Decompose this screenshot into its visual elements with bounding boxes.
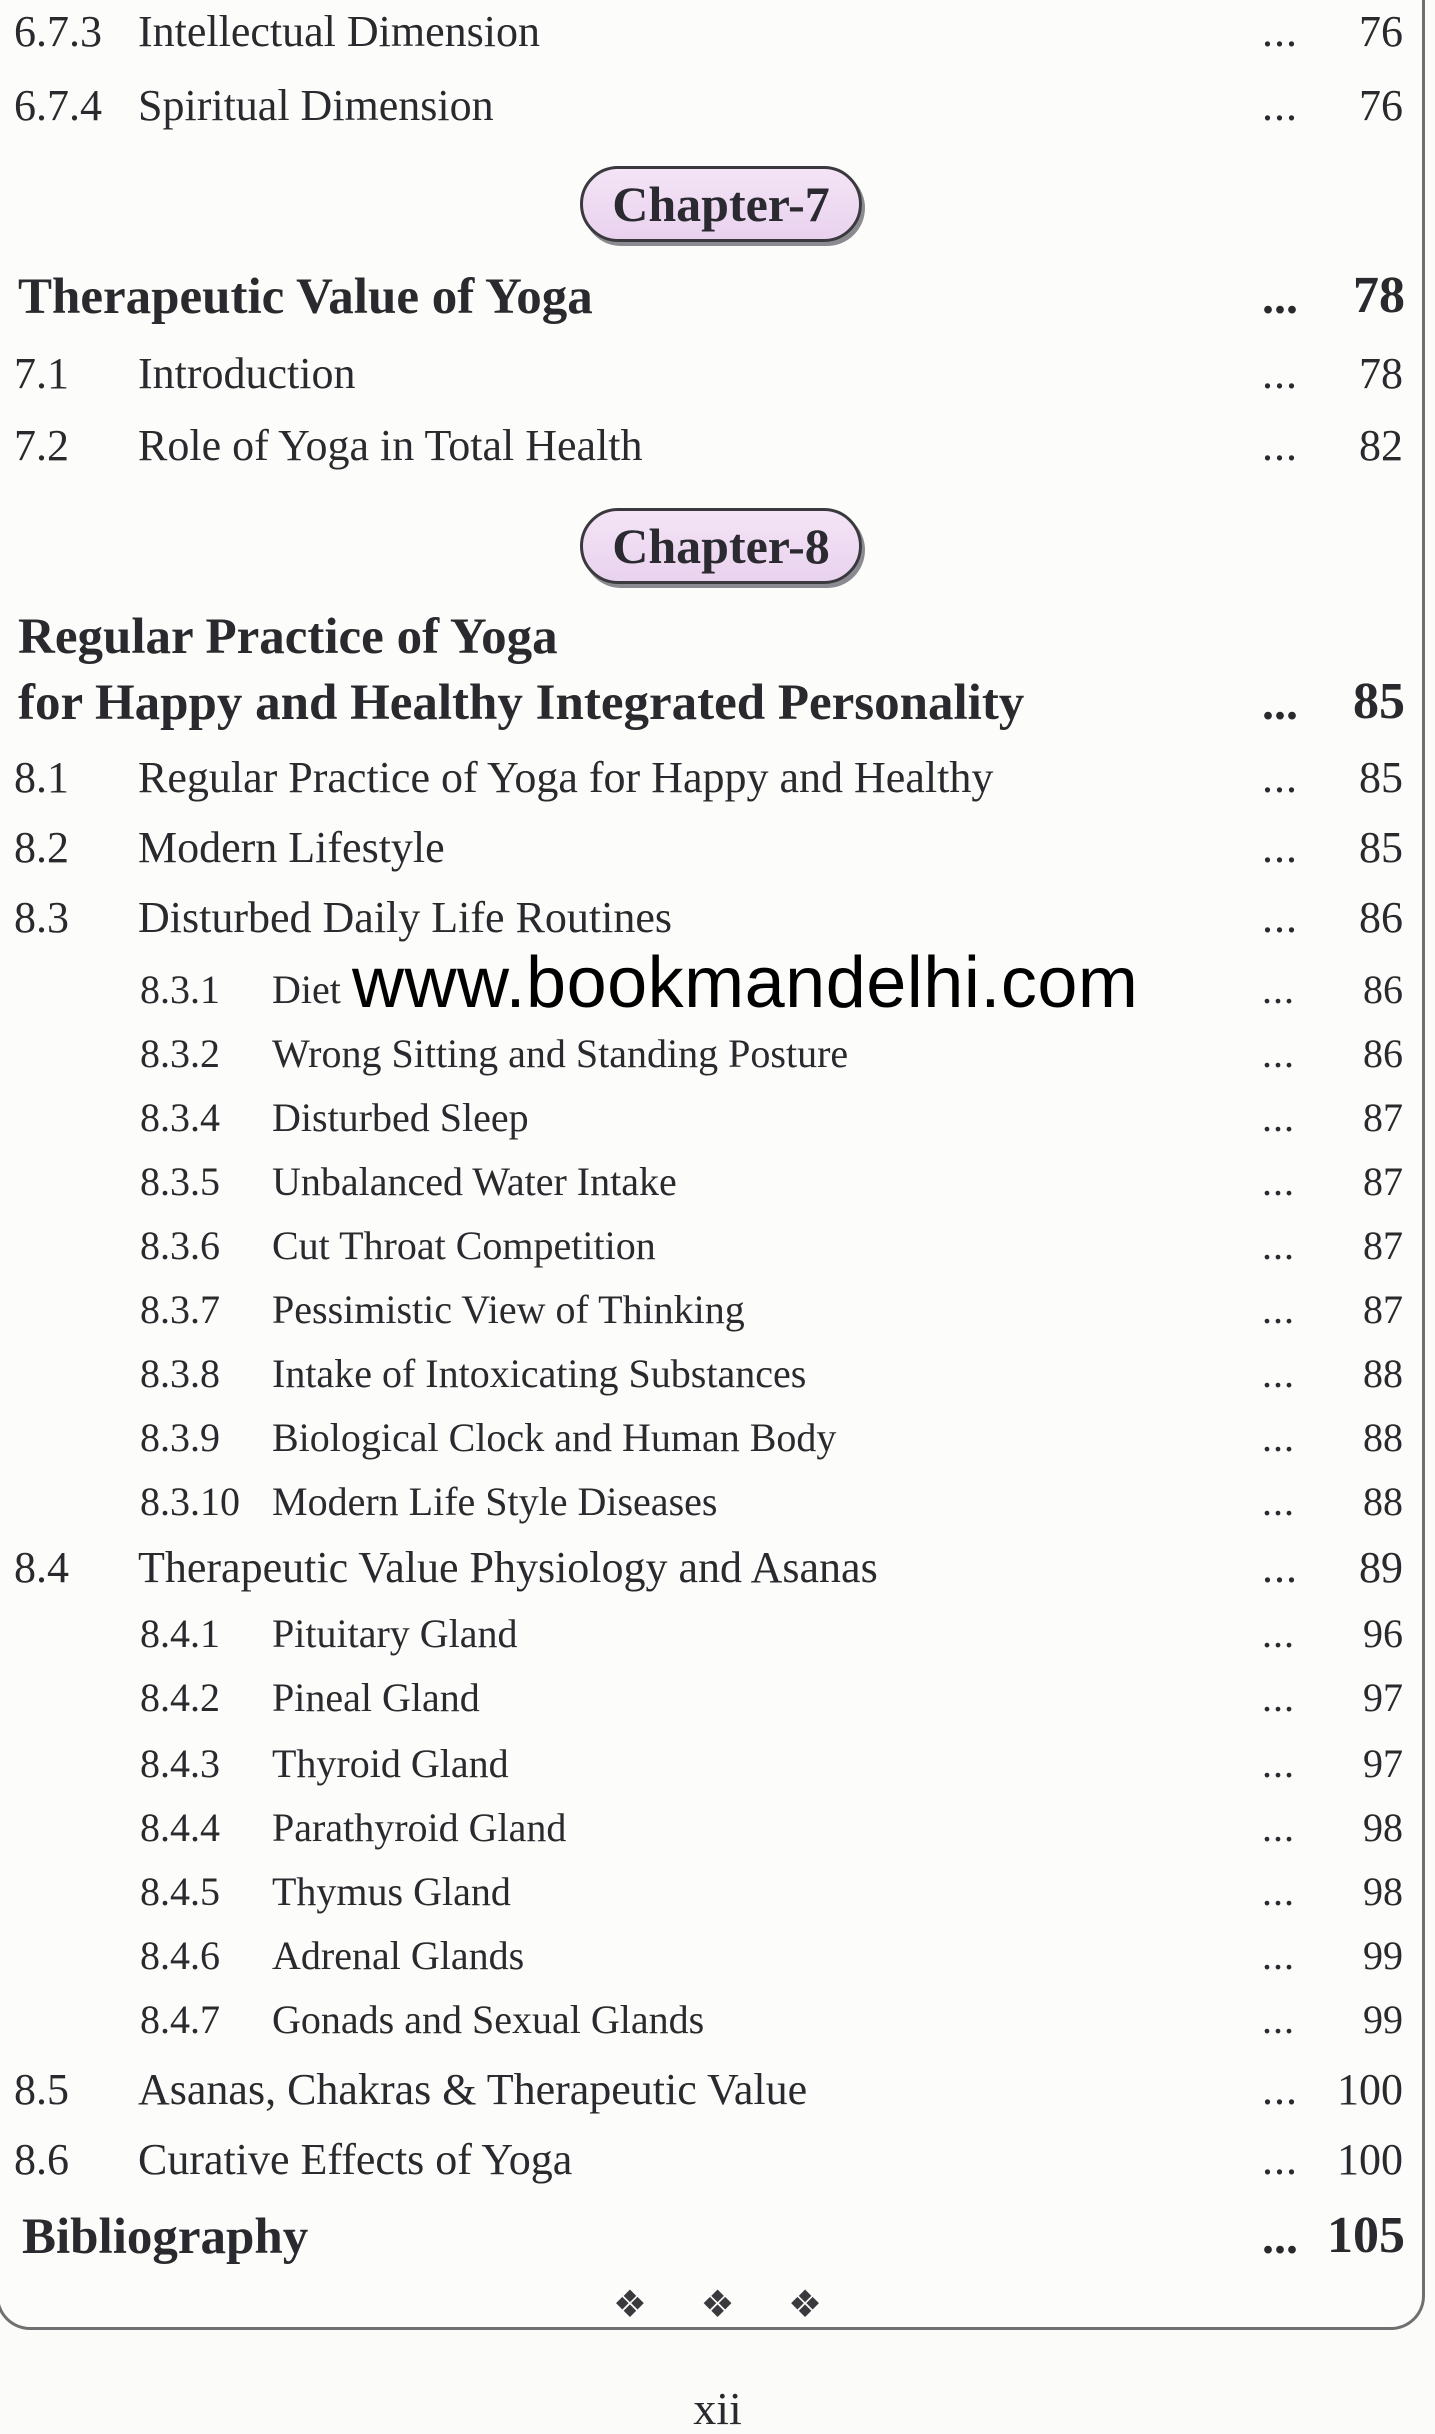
leader-dots: ... (1262, 1415, 1295, 1460)
leader-dots: ... (1262, 1159, 1295, 1204)
entry-title: Therapeutic Value Physiology and Asanas (138, 1543, 878, 1592)
chapter-7-badge: Chapter-7 (580, 166, 862, 242)
entry-page: 88 (1363, 1479, 1403, 1524)
entry-number: 8.4.7 (140, 1997, 220, 2042)
entry-title: Thymus Gland (272, 1869, 511, 1914)
entry-page: 98 (1363, 1869, 1403, 1914)
entry-title: Regular Practice of Yoga for Happy and Healthy (138, 753, 994, 802)
entry-page: 76 (1359, 81, 1403, 130)
chapter-8-heading-line2[interactable]: for Happy and Healthy Integrated Personality (18, 675, 1025, 731)
entry-title: Biological Clock and Human Body (272, 1415, 837, 1460)
entry-number: 8.3.2 (140, 1031, 220, 1076)
entry-number: 7.1 (14, 349, 69, 398)
entry-page: 88 (1363, 1415, 1403, 1460)
entry-page: 97 (1363, 1741, 1403, 1786)
leader-dots: ... (1262, 1479, 1295, 1524)
entry-number: 8.3.8 (140, 1351, 220, 1396)
chapter-7-heading[interactable]: Therapeutic Value of Yoga (18, 269, 593, 325)
entry-title: Modern Life Style Diseases (272, 1479, 718, 1524)
entry-title: Unbalanced Water Intake (272, 1159, 677, 1204)
entry-page: 76 (1359, 7, 1403, 56)
leader-dots: ... (1262, 349, 1298, 398)
entry-page: 86 (1363, 967, 1403, 1012)
entry-title: Introduction (138, 349, 356, 398)
page-number: xii (693, 2383, 742, 2434)
entry-page: 98 (1363, 1805, 1403, 1850)
entry-title: Asanas, Chakras & Therapeutic Value (138, 2065, 808, 2114)
bibliography-heading[interactable]: Bibliography (22, 2209, 309, 2265)
entry-number: 8.2 (14, 823, 69, 872)
entry-number: 8.3.7 (140, 1287, 220, 1332)
entry-page: 89 (1359, 1543, 1403, 1592)
entry-number: 8.4.3 (140, 1741, 220, 1786)
chapter-8-badge: Chapter-8 (580, 508, 862, 584)
entry-page: 85 (1359, 823, 1403, 872)
leader-dots: ... (1262, 1095, 1295, 1140)
leader-dots: ... (1262, 2065, 1298, 2114)
entry-page: 78 (1359, 349, 1403, 398)
leader-dots: ... (1262, 753, 1298, 802)
entry-title: Cut Throat Competition (272, 1223, 656, 1268)
entry-number: 8.3.4 (140, 1095, 220, 1140)
ornament-icon: ❖ (612, 2284, 647, 2326)
entry-title: Spiritual Dimension (138, 81, 494, 130)
entry-number: 8.3.6 (140, 1223, 220, 1268)
leader-dots: ... (1262, 1223, 1295, 1268)
leader-dots: ... (1262, 1675, 1295, 1720)
entry-number: 7.2 (14, 421, 69, 470)
entry-number: 8.4.1 (140, 1611, 220, 1656)
entry-title: Gonads and Sexual Glands (272, 1997, 705, 2042)
leader-dots: ... (1262, 7, 1298, 56)
entry-number: 8.3.5 (140, 1159, 220, 1204)
entry-number: 8.4.4 (140, 1805, 220, 1850)
leader-dots: ... (1262, 967, 1295, 1012)
entry-number: 8.3.1 (140, 967, 220, 1012)
entry-number: 8.6 (14, 2135, 69, 2184)
leader-dots: ... (1262, 421, 1298, 470)
entry-title: Pessimistic View of Thinking (272, 1287, 745, 1332)
entry-title: Adrenal Glands (272, 1933, 525, 1978)
leader-dots: ... (1262, 2135, 1298, 2184)
entry-title: Pineal Gland (272, 1675, 480, 1720)
entry-title: Role of Yoga in Total Health (138, 421, 643, 470)
ornament-icon: ❖ (700, 2284, 735, 2326)
entry-title: Modern Lifestyle (138, 823, 445, 872)
entry-number: 8.5 (14, 2065, 69, 2114)
entry-page: 87 (1363, 1287, 1403, 1332)
entry-page: 87 (1363, 1159, 1403, 1204)
entry-number: 8.4 (14, 1543, 69, 1592)
entry-number: 8.3 (14, 893, 69, 942)
ornament-icon: ❖ (788, 2284, 823, 2326)
entry-title: Parathyroid Gland (272, 1805, 567, 1850)
entry-page: 100 (1337, 2065, 1403, 2114)
entry-page: 88 (1363, 1351, 1403, 1396)
leader-dots: ... (1262, 677, 1298, 730)
entry-page: 100 (1337, 2135, 1403, 2184)
leader-dots: ... (1262, 1933, 1295, 1978)
entry-title: Disturbed Daily Life Routines (138, 893, 673, 942)
leader-dots: ... (1262, 1611, 1295, 1656)
entry-page: 97 (1363, 1675, 1403, 1720)
entry-number: 8.4.5 (140, 1869, 220, 1914)
leader-dots: ... (1262, 1741, 1295, 1786)
entry-title: Thyroid Gland (272, 1741, 509, 1786)
entry-page: 87 (1363, 1095, 1403, 1140)
entry-number: 8.3.10 (140, 1479, 240, 1524)
entry-page: 82 (1359, 421, 1403, 470)
leader-dots: ... (1262, 1869, 1295, 1914)
entry-page: 96 (1363, 1611, 1403, 1656)
leader-dots: ... (1262, 1351, 1295, 1396)
chapter-7-page: 78 (1353, 267, 1405, 324)
entry-page: 86 (1359, 893, 1403, 942)
entry-page: 99 (1363, 1997, 1403, 2042)
entry-title: Diet (272, 967, 341, 1012)
entry-number: 8.1 (14, 753, 69, 802)
leader-dots: ... (1262, 1997, 1295, 2042)
entry-title: Disturbed Sleep (272, 1095, 529, 1140)
entry-page: 86 (1363, 1031, 1403, 1076)
ornament-divider (0, 2282, 1435, 2327)
entry-number: 6.7.4 (14, 81, 102, 130)
entry-title: Intake of Intoxicating Substances (272, 1351, 807, 1396)
bibliography-page: 105 (1327, 2207, 1405, 2264)
entry-title: Curative Effects of Yoga (138, 2135, 573, 2184)
entry-number: 8.4.2 (140, 1675, 220, 1720)
leader-dots: ... (1262, 271, 1298, 324)
watermark-text: www.bookmandelhi.com (352, 943, 1139, 1023)
chapter-8-page: 85 (1353, 673, 1405, 730)
leader-dots: ... (1262, 1287, 1295, 1332)
entry-title: Intellectual Dimension (138, 7, 540, 56)
leader-dots: ... (1262, 1031, 1295, 1076)
chapter-8-heading-line1[interactable]: Regular Practice of Yoga (18, 609, 558, 665)
entry-number: 8.4.6 (140, 1933, 220, 1978)
leader-dots: ... (1262, 1805, 1295, 1850)
entry-number: 8.3.9 (140, 1415, 220, 1460)
entry-number: 6.7.3 (14, 7, 102, 56)
entry-title: Wrong Sitting and Standing Posture (272, 1031, 849, 1076)
leader-dots: ... (1262, 893, 1298, 942)
leader-dots: ... (1262, 2211, 1298, 2264)
entry-page: 87 (1363, 1223, 1403, 1268)
entry-title: Pituitary Gland (272, 1611, 518, 1656)
leader-dots: ... (1262, 1543, 1298, 1592)
leader-dots: ... (1262, 823, 1298, 872)
leader-dots: ... (1262, 81, 1298, 130)
entry-page: 99 (1363, 1933, 1403, 1978)
entry-page: 85 (1359, 753, 1403, 802)
